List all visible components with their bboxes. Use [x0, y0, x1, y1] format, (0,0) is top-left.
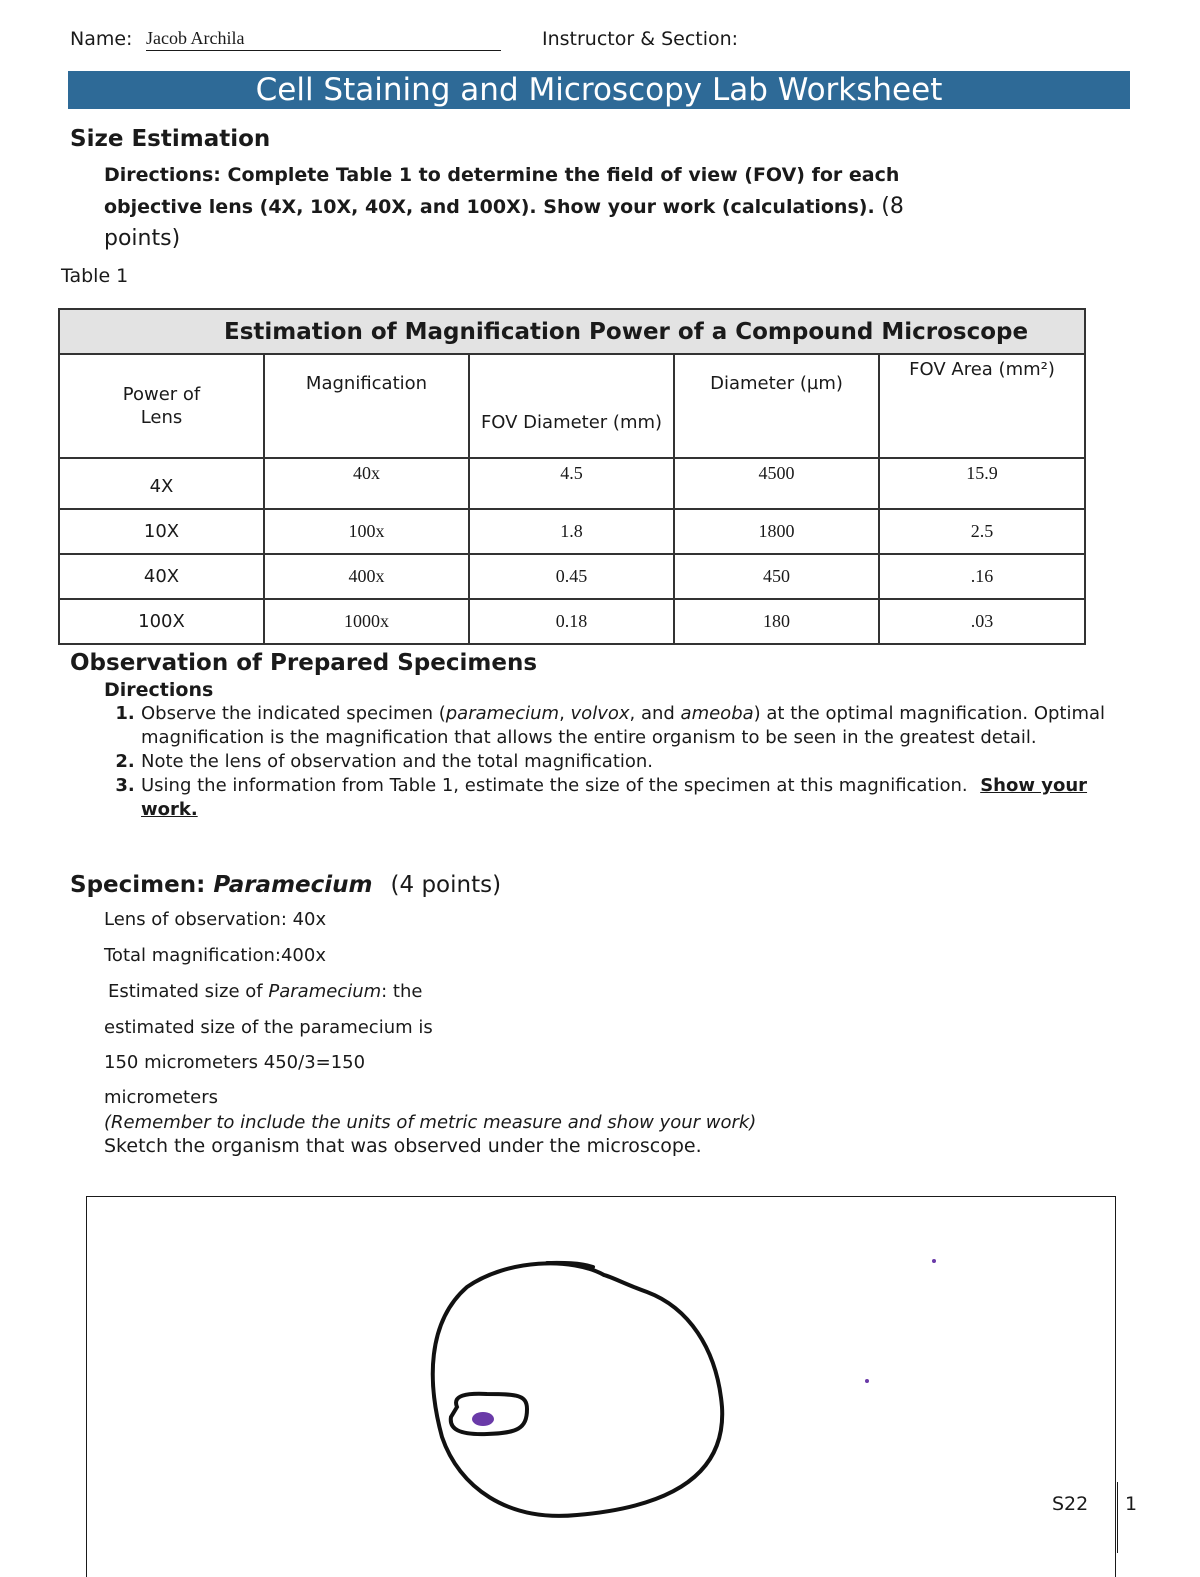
- ameoba-term: ameoba: [680, 703, 754, 724]
- magnification-cell[interactable]: 1000x: [264, 599, 469, 644]
- size-estimation-heading: Size Estimation: [70, 126, 271, 152]
- size-estimation-directions: [104, 160, 944, 255]
- diameter-um-cell[interactable]: 4500: [674, 458, 879, 509]
- stray-dot: [865, 1379, 869, 1383]
- nucleus-dot: [472, 1412, 494, 1426]
- diameter-um-cell[interactable]: 180: [674, 599, 879, 644]
- units-reminder: (Remember to include the units of metric measure and show your work): [104, 1112, 757, 1133]
- fov-diameter-cell[interactable]: 4.5: [469, 458, 674, 509]
- page-number: 1: [1117, 1482, 1137, 1553]
- paramecium-sketch: [87, 1197, 1115, 1557]
- total-magnification[interactable]: Total magnification:400x: [104, 945, 326, 966]
- sketch-area[interactable]: [86, 1196, 1116, 1577]
- list-item: 2. Note the lens of observation and the total magnification.: [141, 750, 1124, 774]
- table-row: [59, 554, 1085, 599]
- diameter-um-cell[interactable]: 450: [674, 554, 879, 599]
- specimen-name: Paramecium: [213, 872, 373, 898]
- fov-area-cell[interactable]: .16: [879, 554, 1085, 599]
- name-label: Name:: [70, 28, 133, 50]
- observation-directions: [104, 678, 1124, 822]
- instructor-section-label: Instructor & Section:: [542, 28, 739, 50]
- worksheet-title: Cell Staining and Microscopy Lab Worksheet: [68, 71, 1130, 109]
- cell-membrane-stroke: [433, 1263, 722, 1516]
- header-power-of-lens: Power of Lens: [59, 354, 264, 458]
- estimated-size-answer[interactable]: estimated size of the paramecium is: [104, 1017, 433, 1038]
- footer-code: S22: [1052, 1493, 1089, 1515]
- table-caption: Estimation of Magnification Power of a Compound Microscope: [59, 309, 1085, 354]
- directions-text: Directions: Complete Table 1 to determine the field of view (FOV) for each objective lens (4X, 10X, 40X, and 100X). Show your work (calculations).: [104, 164, 900, 218]
- estimated-size-line[interactable]: Estimated size of Paramecium: the: [108, 981, 423, 1002]
- diameter-um-cell[interactable]: 1800: [674, 509, 879, 554]
- table-header-row: [59, 354, 1085, 458]
- observation-heading: Observation of Prepared Specimens: [70, 650, 538, 676]
- magnification-cell[interactable]: 400x: [264, 554, 469, 599]
- header-fov-diameter: FOV Diameter (mm): [469, 354, 674, 458]
- fov-area-cell[interactable]: 2.5: [879, 509, 1085, 554]
- volvox-term: volvox: [570, 703, 630, 724]
- table-caption-row: [59, 309, 1085, 354]
- lens-of-observation[interactable]: Lens of observation: 40x: [104, 909, 327, 930]
- paramecium-term: paramecium: [445, 703, 560, 724]
- estimated-size-units[interactable]: micrometers: [104, 1087, 218, 1108]
- header-diameter-um: Diameter (µm): [674, 354, 879, 458]
- fov-diameter-cell[interactable]: 0.45: [469, 554, 674, 599]
- lens-cell: 10X: [59, 509, 264, 554]
- table-label: Table 1: [61, 265, 129, 287]
- magnification-cell[interactable]: 100x: [264, 509, 469, 554]
- fov-diameter-cell[interactable]: 0.18: [469, 599, 674, 644]
- fov-area-cell[interactable]: 15.9: [879, 458, 1085, 509]
- directions-label: Directions: [104, 679, 214, 701]
- header-magnification: Magnification: [264, 354, 469, 458]
- lens-cell: 40X: [59, 554, 264, 599]
- stray-dot: [932, 1259, 936, 1263]
- sketch-prompt: Sketch the organism that was observed under the microscope.: [104, 1135, 702, 1157]
- points-label: (8 points): [104, 194, 904, 251]
- fov-area-cell[interactable]: .03: [879, 599, 1085, 644]
- header-fov-area: FOV Area (mm²): [879, 354, 1085, 458]
- list-item: 3. Using the information from Table 1, estimate the size of the specimen at this magnification. Show your work.: [141, 774, 1124, 822]
- specimen-heading: Specimen: Paramecium (4 points): [70, 872, 502, 898]
- fov-diameter-cell[interactable]: 1.8: [469, 509, 674, 554]
- name-field[interactable]: Jacob Archila: [146, 28, 501, 51]
- table-row: [59, 458, 1085, 509]
- table-row: [59, 509, 1085, 554]
- estimated-size-calc[interactable]: 150 micrometers 450/3=150: [104, 1052, 366, 1073]
- header-line: [70, 28, 1140, 54]
- specimen-points: (4 points): [390, 872, 502, 898]
- list-item: 1. Observe the indicated specimen (paramecium, volvox, and ameoba) at the optimal magnification. Optimal magnification is the magnification that allows the entire organism to be seen in the greatest detail.: [141, 702, 1124, 750]
- lens-cell: 100X: [59, 599, 264, 644]
- directions-list: [104, 702, 1124, 822]
- fov-table: [58, 308, 1086, 645]
- table-row: [59, 599, 1085, 644]
- lens-cell: 4X: [59, 458, 264, 509]
- show-work-emphasis: Show your work.: [141, 775, 1088, 820]
- magnification-cell[interactable]: 40x: [264, 458, 469, 509]
